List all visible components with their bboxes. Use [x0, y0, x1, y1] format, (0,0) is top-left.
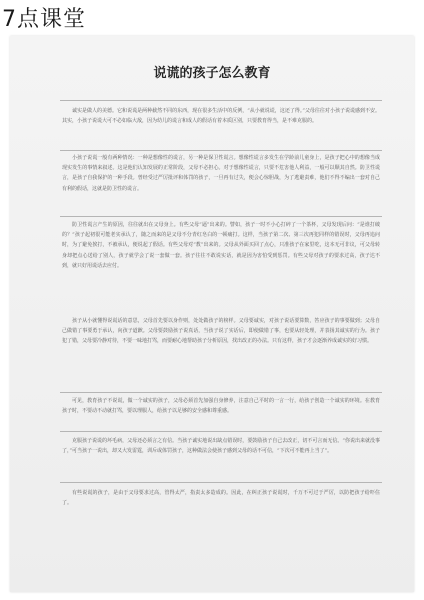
paragraph-1: 诚实是做人的美德。它和说谎是两种截然不同的东西，现在很多生活中的反例，“从小就说谎，这还了得。”父母往往对小孩子说谎感到不安。其实，小孩子说谎大可不必如临大敌，因为幼儿的谎言和成人的假话有着本质区别，只要教育得当，是不难克服的。: [62, 108, 380, 125]
paragraph-6: 克服孩子说谎的坏毛病，父母还必须言之有信。当孩子诚实地说出缺点错误时，要鼓励孩子自己去改正，切不可言而无信。“你说出来就没事了，”可当孩子一说出，却又大发雷霆，训斥或体罚孩子，这种做法会使孩子感到父母的话不可信，“下次可不能再上当了”。: [62, 438, 380, 455]
paragraph-5: 可见，教育孩子不说谎，做一个诚实的孩子，父母必须首先加强自身修养，注意自己平时的一言一行，给孩子创造一个诚实的环境。在教育孩子时，不要动不动就打骂，要以理服人，给孩子以足够的安全感和尊重感。: [62, 398, 380, 415]
paragraph-2: 小孩子说谎一般有两种情况：一种是想像性的谎言，另一种是保卫性谎言。想像性谎言多发生在学龄前儿童身上，是孩子把心中的想像当成现实发生的事情来叙述。这是他们认知发展的正常阶段，父母不必担心。对于想像性谎言，只要不危害他人利益，一般可以顺其自然。防卫性谎言，是孩子自我保护的一种手段。曾经受过严厉批评和体罚的孩子，一旦再有过失，便会心惊胆战，为了逃避责难，他们不得不编出一套对自己有利的假话，这就是防卫性的谎言。: [62, 155, 380, 192]
divider: [60, 150, 382, 151]
document-image: [10, 36, 414, 592]
divider: [60, 482, 382, 483]
paragraph-4: 孩子从小就懂得说谎话的意思，父母首先要以身作则，处处做孩子的榜样。父母要诚实，对孩子说话要算数，答应孩子的事要做到；父母自己做错了事要勇于承认，向孩子道歉。父母要鼓励孩子说真话，当孩子说了实话后，即使做错了事，也要从轻处理，并表扬其诚实的行为。孩子犯了错，父母要冷静对待，不要一味地打骂，而要耐心地帮助孩子分析原因，找出改正的办法。只有这样，孩子才会逐渐养成诚实的好习惯。: [62, 318, 380, 345]
paragraph-7: 有些说谎的孩子，是由于父母要求过高，管得太严，指责太多造成的。因此，在纠正孩子说谎时，千万不可过于严厉，以防把孩子给吓住了。: [62, 490, 380, 507]
page-header: 7点课堂: [2, 7, 86, 32]
divider: [60, 216, 382, 217]
divider: [60, 392, 382, 393]
divider: [60, 100, 382, 101]
document-title: 说谎的孩子怎么教育: [153, 66, 271, 81]
paragraph-3: 防卫性谎言产生的原因，往往就出在父母身上。有些父母“逼”出来的。譬如，孩子一时不小心打碎了一个茶杯，父母发现后问：“是谁打破的？”孩子起初很可能老实承认了，随之而来的是父母不分青红皂白的一顿痛打。这样，当孩子第二次、第三次再犯同样的错误时，父母再追问时，为了避免挨打，不被承认，便说起了假话。有些父母对“教”出来的。父母从外面买回了点心，只准孩子在家里吃，这本无可非议，可父母转身却把点心送给了别人，孩子就学会了说一套做一套。孩子往往不敢说实话，就是因为害怕受到惩罚。有些父母对孩子的要求过高，孩子达不到，就只好用谎话去应付。: [62, 222, 380, 269]
divider: [60, 431, 382, 432]
